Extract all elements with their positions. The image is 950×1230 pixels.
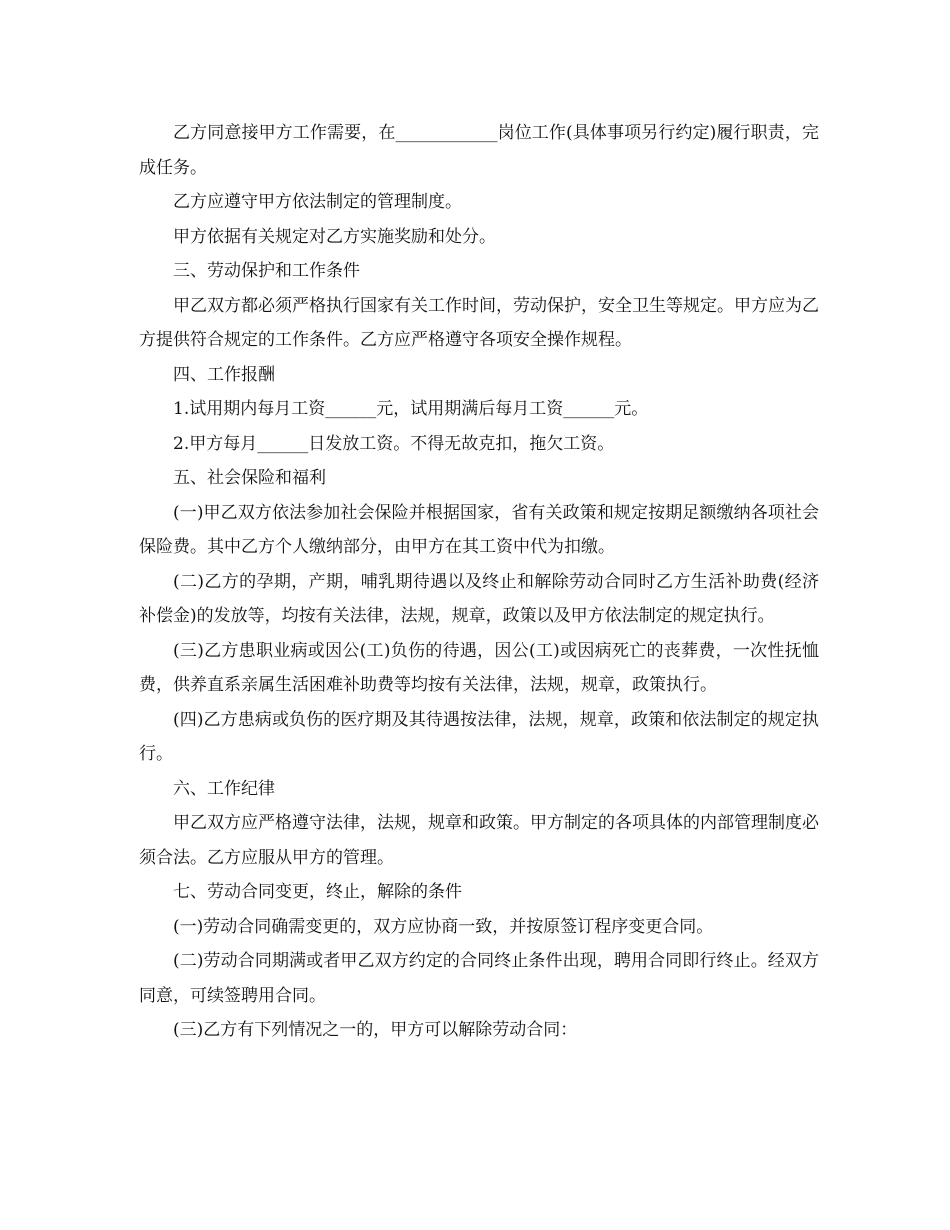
paragraph-wage-payday: 2.甲方每月______日发放工资。不得无故克扣，拖欠工资。 xyxy=(173,433,615,454)
paragraph-insurance-3: (三)乙方患职业病或因公(工)负伤的待遇，因公(工)或因病死亡的丧葬费，一次性抚恤费，供养直系亲属生活困难补助费等均按有关法律，法规，规章，政策执行。 xyxy=(139,640,819,695)
paragraph-contract-change-2: (二)劳动合同期满或者甲乙双方约定的合同终止条件出现，聘用合同即行终止。经双方同意，可续签聘用合同。 xyxy=(139,951,819,1006)
paragraph-discipline: 甲乙双方应严格遵守法律，法规，规章和政策。甲方制定的各项具体的内部管理制度必须合法。乙方应服从甲方的管理。 xyxy=(139,813,819,868)
paragraph-insurance-2: (二)乙方的孕期，产期，哺乳期待遇以及终止和解除劳动合同时乙方生活补助费(经济补偿金)的发放等，均按有关法律，法规，规章，政策以及甲方依法制定的规定执行。 xyxy=(139,571,819,626)
document-body xyxy=(139,116,819,1048)
paragraph-wage-amounts: 1.试用期内每月工资______元，试用期满后每月工资______元。 xyxy=(173,399,649,419)
paragraph-contract-change-3: (三)乙方有下列情况之一的，甲方可以解除劳动合同： xyxy=(173,1020,578,1040)
paragraph-insurance-1: (一)甲乙双方依法参加社会保险并根据国家，省有关政策和规定按期足额缴纳各项社会保险费。其中乙方个人缴纳部分，由甲方在其工资中代为扣缴。 xyxy=(139,502,819,557)
paragraph-contract-change-1: (一)劳动合同确需变更的，双方应协商一致，并按原签订程序变更合同。 xyxy=(173,916,714,937)
paragraph-management-rules: 乙方应遵守甲方依法制定的管理制度。 xyxy=(173,192,462,212)
paragraph-insurance-4: (四)乙方患病或负伤的医疗期及其待遇按法律，法规，规章，政策和依法制定的规定执行。 xyxy=(139,709,819,764)
section-heading-discipline: 六、工作纪律 xyxy=(173,778,275,799)
section-heading-social-insurance: 五、社会保险和福利 xyxy=(173,468,326,488)
section-heading-labor-protection: 三、劳动保护和工作条件 xyxy=(173,261,360,281)
paragraph-post-duty: 乙方同意接甲方工作需要，在____________岗位工作(具体事项另行约定)履行职责，完成任务。 xyxy=(139,123,819,178)
paragraph-labor-protection: 甲乙双方都必须严格执行国家有关工作时间，劳动保护，安全卫生等规定。甲方应为乙方提供符合规定的工作条件。乙方应严格遵守各项安全操作规程。 xyxy=(139,295,819,350)
section-heading-contract-changes: 七、劳动合同变更，终止，解除的条件 xyxy=(173,882,462,902)
section-heading-remuneration: 四、工作报酬 xyxy=(173,364,275,385)
paragraph-rewards-penalties: 甲方依据有关规定对乙方实施奖励和处分。 xyxy=(173,226,496,247)
